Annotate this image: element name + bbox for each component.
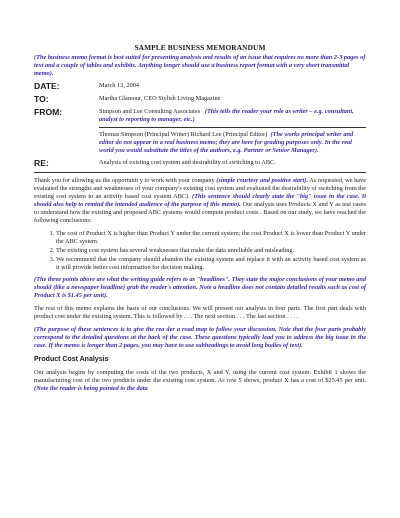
list-item: 1. The cost of Product X is higher than Product Y under the current system; the cost Product X is lower than Product Y under the ABC system. — [56, 230, 366, 246]
paragraph-intro — [34, 177, 366, 225]
to-row — [34, 95, 366, 104]
from-row — [34, 108, 366, 155]
re-row — [34, 159, 366, 168]
from-value-block — [99, 108, 366, 155]
date-row — [34, 82, 366, 91]
section-heading: Product Cost Analysis — [34, 356, 109, 363]
date-value: March 13, 2004 — [99, 82, 140, 89]
re-value: Analysis of existing cost system and desirability of switching to ABC. — [99, 159, 276, 166]
p3-note: (Note the reader is being pointed to the data — [34, 385, 148, 392]
list-item: 2. The existing cost system has several weaknesses that make the data unreliable and misleading. — [56, 247, 366, 255]
conclusions-list — [34, 230, 366, 272]
to-label: TO: — [34, 94, 49, 104]
paragraph-cost-analysis — [34, 369, 366, 393]
from-note-2: (The works principal writer and editor do not appear in a real business memo; they are here for grading purposes only. In the real world you would substitute the titles of the authors, e.g. Partner or Senior Manager). — [99, 131, 354, 154]
from-value: Simpson and Lee Consulting Associates — [99, 108, 201, 115]
memo-title: SAMPLE BUSINESS MEMORANDUM — [134, 43, 266, 52]
paragraph-roadmap: The rest of this memo explains the basis of our conclusions. We will present our analysis in four parts. The first part deals with product cost under the existing system. This is followed by . . . The next section . . . The last section . . . . — [34, 305, 366, 320]
from-value-2: Thomas Simpson (Principal Writer) Richard Lee (Principal Editor) — [99, 131, 268, 138]
re-label: RE: — [34, 158, 49, 168]
from-note: (This tells the reader your role as writer – e.g. consultant, analyst to reporting to manager, etc.) — [99, 108, 354, 123]
headlines-note: (The three points above are what the writing guide refers to as "headlines". They state the major conclusions of your memo and should (like a newspaper headline) grab the reader's attention. Note a headline does not contain detailed results such as cost of Product X is $1.45 per unit). — [34, 276, 366, 299]
list-item: 3. We recommend that the company should abandon the existing system and replace it with an activity based cost system as it will provide better cost information for decision making. — [56, 256, 366, 272]
p3-text: Our analysis begins by computing the costs of the two products, X and Y, using the current cost system. Exhibit 1 shows the manufacturing cost of the two products under the existing cost system. As row 5 shows, product X has a cost of $25.45 per unit. — [34, 369, 366, 384]
p1-text-a: Thank you for allowing us the opportunit y to work with your company — [34, 177, 217, 184]
to-value: Martha Glamour, CEO Stylish Living Magazine — [99, 95, 221, 102]
intro-note: (The business memo format is best suited for presenting analysis and results of an issue that requires no more than 2-3 pages of text and a couple of tables and exhibits. Anything longer should use a business report format with a very short transmittal memo). — [34, 54, 366, 77]
header-divider — [34, 172, 366, 173]
roadmap-note: (The purpose of these sentences is to give the rea der a road map to follow your discussion. Note that the four parts probably correspond to the detailed questions at the back of the case. These questions typically lead you to address the big issue in the case. If the memo is longer than 2 pages, you may have to use subheadings to avoid long bodies of text). — [34, 326, 366, 349]
from-label: FROM: — [34, 107, 63, 117]
p1-text-c: Our analysis uses Products X and Y as test cases to understand how the existing and proposed ABC systems would compute product costs . Based on our study, we have reached the following conclusions: — [34, 201, 367, 224]
date-label: DATE: — [34, 81, 60, 91]
p1-note-2: (This sentence should clearly state the "big" issue in the case. It should also help to remind the intended audience of the purpose of this memo). — [34, 193, 366, 208]
p1-note-1: (simple courtesy and positive start). — [216, 177, 308, 184]
from-divider — [99, 127, 366, 128]
p1-text-b: As requested, we have evaluated the strengths and weaknesses of your company's existing cost system and evaluated the desirability of switching from the existing cost system to an activity based cost system ABC). — [34, 177, 366, 200]
